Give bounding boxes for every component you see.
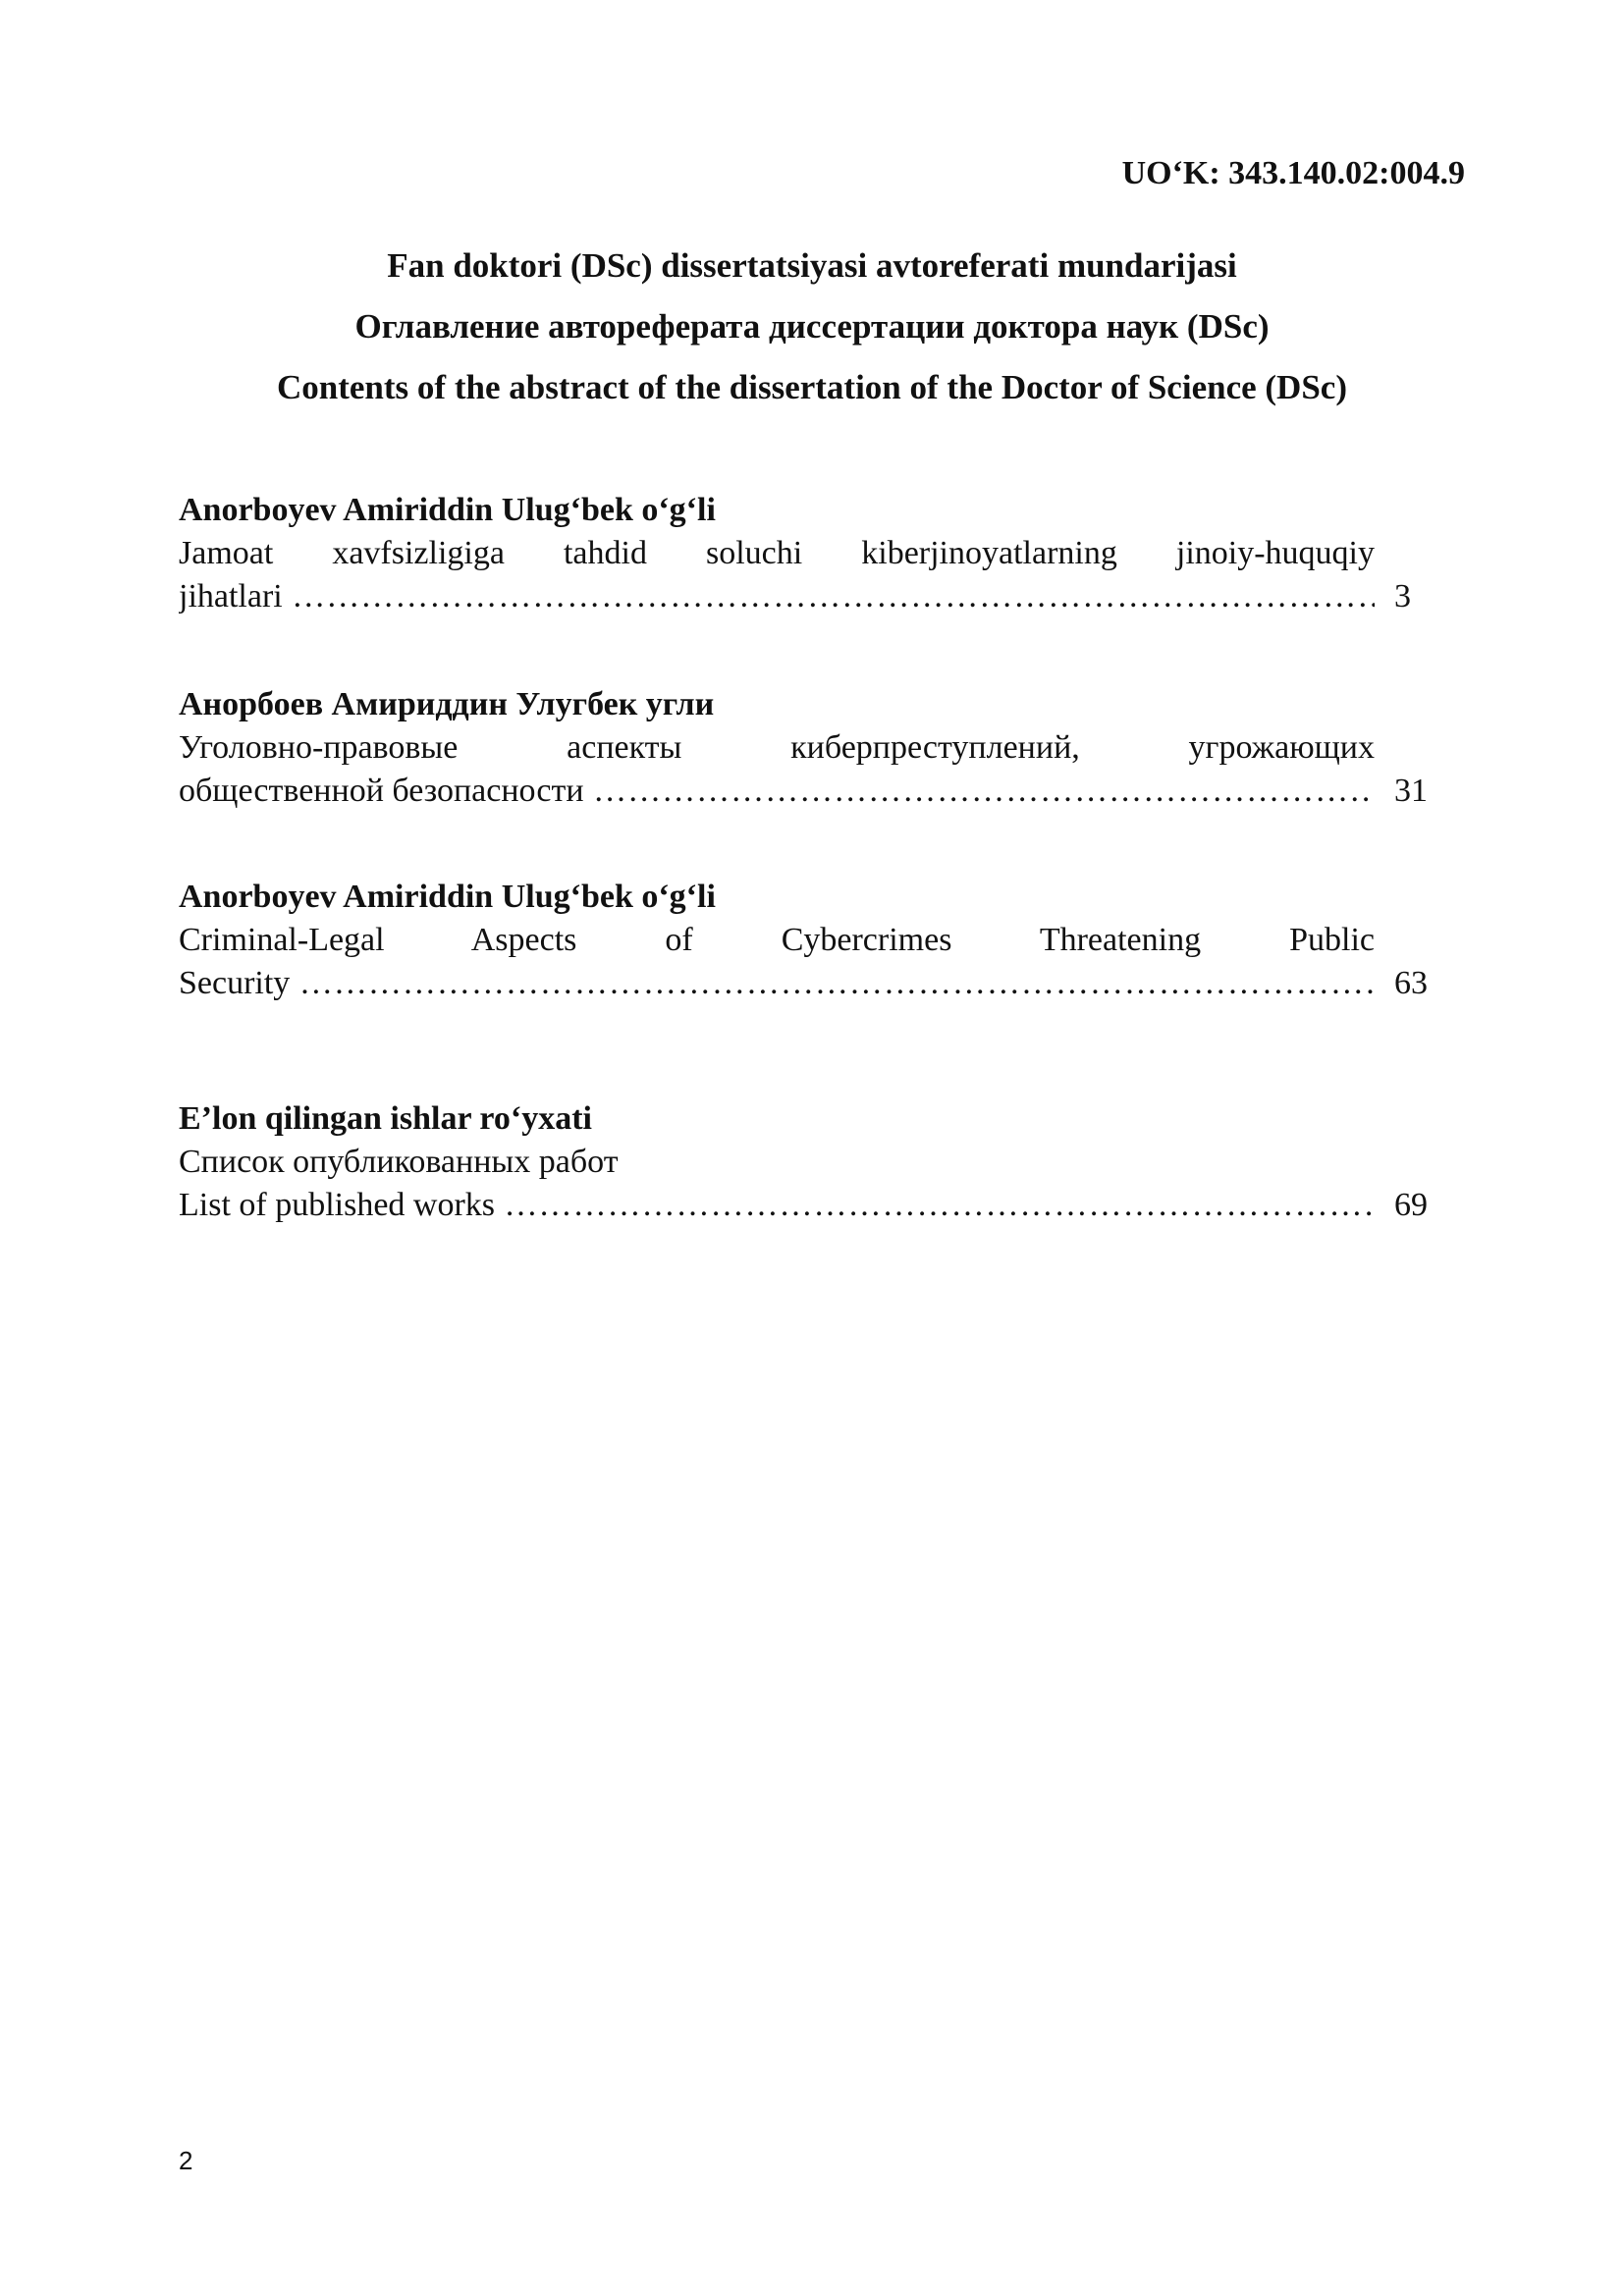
toc-page-number: 63 [1394,965,1428,1001]
toc-description: Уголовно-правовые аспекты киберпреступлений, угрожающих [179,729,1375,766]
footer-page-number: 2 [179,2146,193,2175]
toc-leader-line [179,1184,1445,1227]
toc-published-works [179,1097,1445,1227]
toc-page-number: 3 [1394,578,1411,614]
toc-author: Anorboyev Amiriddin Ulug‘bek o‘g‘li [179,492,716,528]
toc-page-number: 69 [1394,1187,1428,1223]
toc-author: Анорбоев Амириддин Улугбек угли [179,686,715,722]
title-uzbek: Fan doktori (DSc) dissertatsiyasi avtoreferati mundarijasi [387,246,1237,285]
toc-page-number: 31 [1394,773,1428,809]
toc-description-end: общественной безопасности …………………………………………………………………………………………………………………………………………………………… [179,770,1375,813]
toc-entry-uzbek [179,489,1445,618]
published-works-heading: E’lon qilingan ishlar ro‘yxati [179,1100,592,1137]
published-works-english: List of published works …………………………………………………………………………………………………………………………………………………………… [179,1184,1375,1227]
toc-leader-line [179,962,1445,1005]
udc-code: UO‘K: 343.140.02:004.9 [1121,155,1465,191]
toc-description-end: Security …………………………………………………………………………………………………………………………………………………………… [179,962,1375,1005]
published-works-russian: Список опубликованных работ [179,1144,619,1180]
toc-entry-english [179,876,1445,1005]
document-titles [0,236,1624,418]
toc-entry-russian [179,683,1445,813]
toc-leader-line [179,770,1445,813]
toc-description: Jamoat xavfsizligiga tahdid soluchi kiberjinoyatlarning jinoiy-huquqiy [179,535,1375,571]
title-russian: Оглавление автореферата диссертации доктора наук (DSc) [354,307,1270,346]
title-english: Contents of the abstract of the dissertation of the Doctor of Science (DSc) [277,368,1347,406]
toc-leader-line [179,575,1445,618]
toc-description-end: jihatlari …………………………………………………………………………………………………………………………………………………………… [179,575,1375,618]
toc-author: Anorboyev Amiriddin Ulug‘bek o‘g‘li [179,879,716,915]
toc-description: Criminal-Legal Aspects of Cybercrimes Threatening Public [179,922,1375,958]
